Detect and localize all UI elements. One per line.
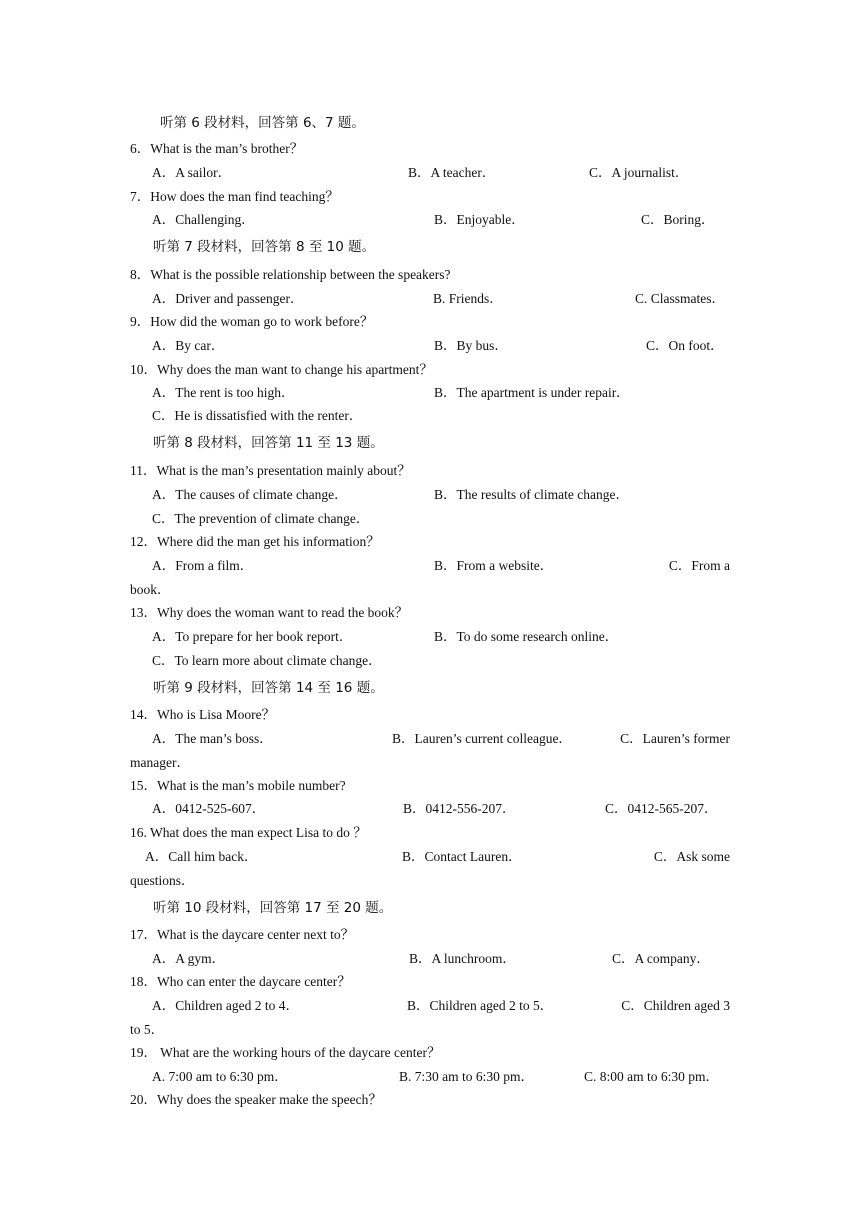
question-6-stem: 6．What is the man’s brother？ [130,141,304,156]
option-b: B．Lauren’s current colleague． [392,731,572,746]
option-a: A．The rent is too high． [152,385,295,400]
option-a: A．By car． [152,338,225,353]
option-b: B．From a website． [434,558,554,573]
question-18-stem: 18．Who can enter the daycare center？ [130,974,351,989]
option-b: B．Enjoyable． [434,212,525,227]
question-11-stem: 11．What is the man’s presentation mainly about？ [130,463,411,478]
option-c: C. Classmates． [635,291,725,306]
option-c: C．The prevention of climate change． [152,511,370,526]
option-c: C．From a [668,558,730,573]
option-b: B．The apartment is under repair． [434,385,630,400]
question-9-stem: 9．How did the woman go to work before？ [130,314,374,329]
section-heading-10: 听第 10 段材料，回答第 17 至 20 题。 [153,900,393,916]
question-12-stem: 12．Where did the man get his information？ [130,534,380,549]
option-c: C．A company． [612,951,710,966]
option-c: C．Children aged 3 [621,998,730,1013]
question-18-option-c-continuation: to 5． [130,1022,165,1037]
option-a: A．The causes of climate change． [152,487,348,502]
option-b: B. Friends． [433,291,503,306]
section-heading-9: 听第 9 段材料，回答第 14 至 16 题。 [153,680,384,696]
section-heading-8: 听第 8 段材料，回答第 11 至 13 题。 [153,435,384,451]
option-b: B．0412-556-207． [403,801,516,816]
question-20-stem: 20．Why does the speaker make the speech？ [130,1092,382,1107]
question-17-stem: 17．What is the daycare center next to？ [130,927,355,942]
option-a: A．The man’s boss． [152,731,273,746]
question-12-option-c-continuation: book． [130,582,171,597]
question-19-stem: 19． What are the working hours of the daycare center？ [130,1045,441,1060]
option-b: B. 7:30 am to 6:30 pm． [399,1069,534,1084]
option-a: A．A sailor． [152,165,232,180]
option-c: C．To learn more about climate change． [152,653,382,668]
option-a: A．0412-525-607． [152,801,266,816]
option-a: A．To prepare for her book report． [152,629,353,644]
question-7-stem: 7．How does the man find teaching？ [130,189,339,204]
option-c: C．Lauren’s former [620,731,730,746]
question-8-stem: 8．What is the possible relationship between the speakers? [130,267,451,282]
option-c: C．A journalist． [589,165,689,180]
option-b: B．A teacher． [408,165,496,180]
option-c: C．On foot． [646,338,724,353]
option-a: A．Challenging． [152,212,255,227]
question-14-stem: 14．Who is Lisa Moore？ [130,707,276,722]
question-16-stem: 16. What does the man expect Lisa to do ？ [130,825,367,840]
option-b: B．To do some research online． [434,629,619,644]
option-b: B．A lunchroom． [409,951,516,966]
question-10-stem: 10．Why does the man want to change his apartment？ [130,362,433,377]
option-a: A. 7:00 am to 6:30 pm． [152,1069,288,1084]
option-c: C．0412-565-207． [605,801,718,816]
option-c: C. 8:00 am to 6:30 pm． [584,1069,719,1084]
option-b: B．Contact Lauren． [402,849,522,864]
option-a: A．Call him back． [145,849,258,864]
question-16-option-c-continuation: questions． [130,873,195,888]
option-c: C．Ask some [653,849,730,864]
section-heading-6: 听第 6 段材料，回答第 6、7 题。 [160,115,365,131]
option-a: A．Driver and passenger． [152,291,304,306]
question-15-stem: 15．What is the man’s mobile number? [130,778,346,793]
section-heading-7: 听第 7 段材料，回答第 8 至 10 题。 [153,239,376,255]
option-c: C．Boring． [641,212,715,227]
option-a: A．From a film． [152,558,254,573]
option-a: A．A gym． [152,951,226,966]
option-b: B．The results of climate change． [434,487,629,502]
option-a: A．Children aged 2 to 4． [152,998,299,1013]
question-13-stem: 13．Why does the woman want to read the book？ [130,605,409,620]
option-b: B．By bus． [434,338,508,353]
option-c: C．He is dissatisfied with the renter． [152,408,363,423]
question-14-option-c-continuation: manager． [130,755,190,770]
option-b: B．Children aged 2 to 5． [407,998,554,1013]
